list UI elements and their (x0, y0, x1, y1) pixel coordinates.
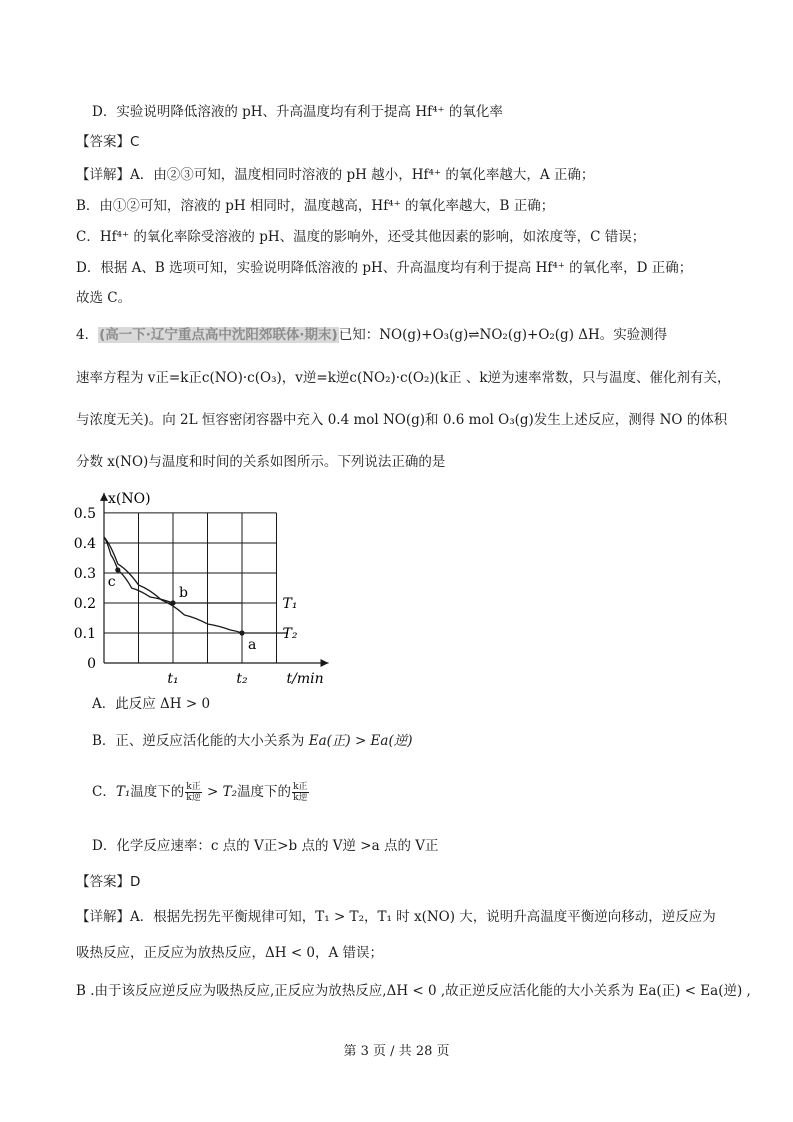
rate-equation-separator: ， (281, 370, 296, 386)
y-tick-label: 0.5 (73, 505, 96, 522)
question-4-line2 (76, 368, 731, 388)
option-c-text1: 温度下的 (130, 784, 185, 800)
y-axis-label: x(NO) (108, 490, 151, 507)
option-c-gt: > (202, 784, 223, 800)
prev-detail-d: D．根据 A、B 选项可知，实验说明降低溶液的 pH、升高温度均有利于提高 Hf⁴⁺ 的氧化率，D 正确； (76, 260, 693, 276)
forward-rate-equation: v正=k正c(NO)·c(O₃) (147, 370, 282, 386)
detail-b: B .由于该反应逆反应为吸热反应,正反应为放热反应,ΔH < 0 ,故正逆反应活化能的大小关系为 Ea(正) < Ea(逆) , (76, 983, 751, 999)
option-c (92, 782, 310, 803)
option-d: D．化学反应速率：c 点的 V正>b 点的 V逆 >a 点的 V正 (92, 838, 439, 854)
point-label: a (248, 636, 257, 653)
option-b (92, 731, 413, 751)
option-c-t1: T₁ (115, 784, 131, 800)
question-source: (高一下·辽宁重点高中沈阳郊联体·期末) (99, 327, 338, 343)
reverse-rate-equation: v逆=k逆c(NO₂)·c(O₂) (295, 370, 435, 386)
question-known: 已知： (338, 327, 380, 343)
x-tick-label: t₁ (167, 671, 179, 687)
prev-detail-b: B．由①②可知，溶液的 pH 相同时，温度越高，Hf⁴⁺ 的氧化率越大，B 正确； (76, 198, 555, 214)
prev-conclusion: 故选 C。 (76, 290, 132, 306)
y-axis-arrow (100, 493, 108, 501)
prev-answer: 【答案】C (76, 134, 140, 150)
y-tick-label: 0 (87, 656, 96, 672)
option-a: A．此反应 ΔH > 0 (92, 696, 211, 712)
point-label: c (107, 573, 116, 590)
question-line1-tail: 。实验测得 (599, 327, 668, 343)
point-b (170, 600, 175, 605)
x-axis-label: t/min (286, 671, 324, 687)
point-a (239, 630, 244, 635)
question-4-line4: 分数 x(NO)与温度和时间的关系如图所示。下列说法正确的是 (76, 454, 446, 470)
question-4-line1 (76, 325, 667, 345)
detail-a-line2: 吸热反应，正反应为放热反应，ΔH < 0，A 错误； (76, 945, 384, 961)
x-tick-label: t₂ (236, 671, 248, 687)
question-number: 4． (76, 327, 99, 343)
no-fraction-chart (70, 478, 330, 688)
fraction-denominator: k逆 (293, 793, 308, 803)
option-c-fraction-1 (185, 782, 201, 803)
point-label: b (179, 584, 188, 601)
option-c-t2: T₂ (222, 784, 238, 800)
option-b-expression: Ea(正) > Ea(逆) (308, 733, 413, 749)
point-c (115, 567, 120, 572)
prev-option-d: D．实验说明降低溶液的 pH、升高温度均有利于提高 Hf⁴⁺ 的氧化率 (92, 104, 503, 120)
y-tick-label: 0.2 (73, 595, 96, 612)
option-c-text2: 温度下的 (237, 784, 292, 800)
detail-a-line1: 【详解】A．根据先拐先平衡规律可知，T₁ > T₂，T₁ 时 x(NO) 大，说明升高温度平衡逆向移动，逆反应为 (76, 909, 716, 925)
option-c-label: C． (92, 784, 116, 800)
y-tick-label: 0.3 (73, 565, 96, 582)
option-b-text: B．正、逆反应活化能的大小关系为 (92, 733, 309, 749)
fraction-numerator: k正 (293, 782, 308, 792)
prev-detail-c: C．Hf⁴⁺ 的氧化率除受溶液的 pH、温度的影响外，还受其他因素的影响，如浓度等，C 错误； (76, 229, 646, 245)
series-label: T₂ (282, 625, 298, 642)
x-axis-arrow (321, 659, 329, 667)
rate-equation-intro: 速率方程为 (76, 370, 148, 386)
y-tick-label: 0.4 (73, 535, 96, 552)
reaction-equation: NO(g)+O₃(g)⇌NO₂(g)+O₂(g) ΔH (379, 327, 600, 343)
answer: 【答案】D (76, 874, 141, 890)
fraction-denominator: k逆 (186, 793, 201, 803)
prev-detail-a: 【详解】A．由②③可知，温度相同时溶液的 pH 越小，Hf⁴⁺ 的氧化率越大，A 正确； (76, 167, 595, 183)
fraction-numerator: k正 (186, 782, 201, 792)
series-label: T₁ (282, 595, 298, 612)
option-c-fraction-2 (292, 782, 308, 803)
page-footer: 第 3 页 / 共 28 页 (343, 1044, 450, 1059)
question-4-line3: 与浓度无关)。向 2L 恒容密闭容器中充入 0.4 mol NO(g)和 0.6 mol O₃(g)发生上述反应，测得 NO 的体积 (76, 412, 728, 428)
series-line-T₂ (104, 537, 288, 633)
rate-constant-note: (k正 、k逆为速率常数，只与温度、催化剂有关， (434, 370, 731, 386)
y-tick-label: 0.1 (73, 625, 96, 642)
